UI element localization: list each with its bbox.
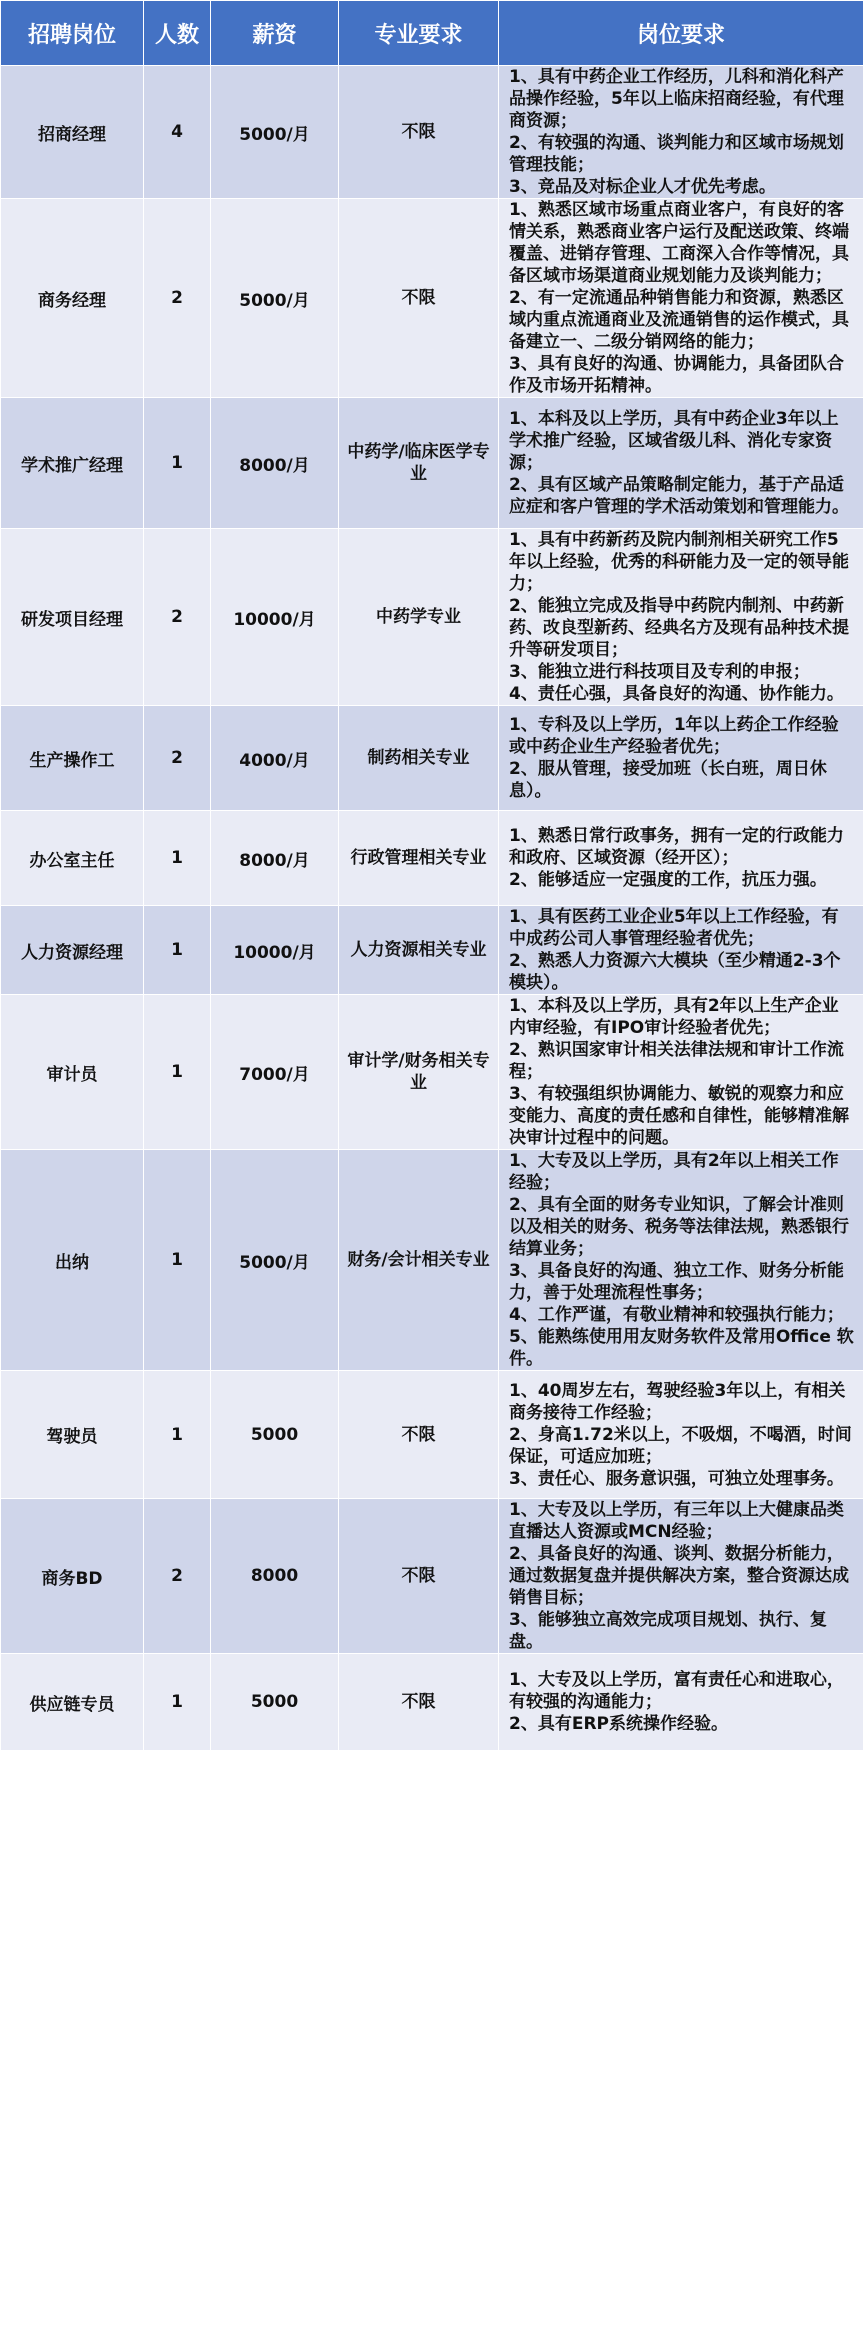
table-row [1,1371,863,1499]
table-row [1,529,863,706]
requirements-cell: 1、具有中药企业工作经历，儿科和消化科产品操作经验，5年以上临床招商经验，有代理商资源； 2、有较强的沟通、谈判能力和区域市场规划管理技能； 3、竞品及对标企业人才优先考虑。 [499,66,863,199]
position-cell: 研发项目经理 [1,529,144,706]
salary-cell: 8000 [211,1499,339,1654]
requirements-cell: 1、熟悉区域市场重点商业客户，有良好的客情关系，熟悉商业客户运行及配送政策、终端覆盖、进销存管理、工商深入合作等情况，具备区域市场渠道商业规划能力及谈判能力； 2、有一定流通品种销售能力和资源，熟悉区域内重点流通商业及流通销售的运作模式，具备建立一、二级分销网络的能力； 3、具有良好的沟通、协调能力，具备团队合作及市场开拓精神。 [499,199,863,398]
table-row [1,1150,863,1371]
count-cell: 2 [144,529,211,706]
table-row [1,811,863,906]
count-cell: 1 [144,1150,211,1371]
position-cell: 供应链专员 [1,1654,144,1751]
count-cell: 1 [144,906,211,995]
count-cell: 2 [144,706,211,811]
header-major: 专业要求 [339,1,499,66]
major-cell: 不限 [339,199,499,398]
salary-cell: 4000/月 [211,706,339,811]
salary-cell: 5000/月 [211,66,339,199]
requirements-cell: 1、40周岁左右，驾驶经验3年以上，有相关商务接待工作经验； 2、身高1.72米以上，不吸烟，不喝酒，时间保证，可适应加班； 3、责任心、服务意识强，可独立处理事务。 [499,1371,863,1499]
count-cell: 2 [144,1499,211,1654]
count-cell: 2 [144,199,211,398]
table-row [1,199,863,398]
table-row [1,1499,863,1654]
header-salary: 薪资 [211,1,339,66]
position-cell: 审计员 [1,995,144,1150]
count-cell: 1 [144,1371,211,1499]
requirements-cell: 1、大专及以上学历，具有2年以上相关工作经验； 2、具有全面的财务专业知识，了解会计准则以及相关的财务、税务等法律法规，熟悉银行结算业务； 3、具备良好的沟通、独立工作、财务分析能力，善于处理流程性事务； 4、工作严谨，有敬业精神和较强执行能力； 5、能熟练使用用友财务软件及常用Office 软件。 [499,1150,863,1371]
header-row [1,1,863,66]
salary-cell: 10000/月 [211,529,339,706]
requirements-cell: 1、专科及以上学历，1年以上药企工作经验或中药企业生产经验者优先； 2、服从管理，接受加班（长白班，周日休息）。 [499,706,863,811]
table-row [1,706,863,811]
position-cell: 招商经理 [1,66,144,199]
requirements-cell: 1、本科及以上学历，具有中药企业3年以上学术推广经验，区域省级儿科、消化专家资源； 2、具有区域产品策略制定能力，基于产品适应症和客户管理的学术活动策划和管理能力。 [499,398,863,529]
table-row [1,995,863,1150]
salary-cell: 8000/月 [211,811,339,906]
requirements-cell: 1、具有中药新药及院内制剂相关研究工作5年以上经验，优秀的科研能力及一定的领导能力； 2、能独立完成及指导中药院内制剂、中药新药、改良型新药、经典名方及现有品种技术提升等研发项目； 3、能独立进行科技项目及专利的申报； 4、责任心强，具备良好的沟通、协作能力。 [499,529,863,706]
table-row [1,906,863,995]
major-cell: 审计学/财务相关专业 [339,995,499,1150]
table-row [1,398,863,529]
table-row [1,1654,863,1751]
header-count: 人数 [144,1,211,66]
requirements-cell: 1、大专及以上学历，富有责任心和进取心，有较强的沟通能力； 2、具有ERP系统操作经验。 [499,1654,863,1751]
major-cell: 不限 [339,66,499,199]
major-cell: 人力资源相关专业 [339,906,499,995]
count-cell: 1 [144,1654,211,1751]
major-cell: 财务/会计相关专业 [339,1150,499,1371]
salary-cell: 5000 [211,1654,339,1751]
header-requirements: 岗位要求 [499,1,863,66]
position-cell: 驾驶员 [1,1371,144,1499]
major-cell: 不限 [339,1371,499,1499]
position-cell: 生产操作工 [1,706,144,811]
count-cell: 1 [144,811,211,906]
requirements-cell: 1、熟悉日常行政事务，拥有一定的行政能力和政府、区域资源（经开区）； 2、能够适应一定强度的工作，抗压力强。 [499,811,863,906]
header-position: 招聘岗位 [1,1,144,66]
position-cell: 商务BD [1,1499,144,1654]
count-cell: 1 [144,995,211,1150]
salary-cell: 5000/月 [211,199,339,398]
position-cell: 学术推广经理 [1,398,144,529]
salary-cell: 7000/月 [211,995,339,1150]
major-cell: 不限 [339,1499,499,1654]
position-cell: 商务经理 [1,199,144,398]
table-row [1,66,863,199]
position-cell: 出纳 [1,1150,144,1371]
position-cell: 办公室主任 [1,811,144,906]
position-cell: 人力资源经理 [1,906,144,995]
salary-cell: 8000/月 [211,398,339,529]
salary-cell: 5000 [211,1371,339,1499]
major-cell: 中药学专业 [339,529,499,706]
major-cell: 中药学/临床医学专业 [339,398,499,529]
salary-cell: 10000/月 [211,906,339,995]
requirements-cell: 1、大专及以上学历，有三年以上大健康品类直播达人资源或MCN经验； 2、具备良好的沟通、谈判、数据分析能力，通过数据复盘并提供解决方案，整合资源达成销售目标； 3、能够独立高效完成项目规划、执行、复盘。 [499,1499,863,1654]
major-cell: 制药相关专业 [339,706,499,811]
major-cell: 不限 [339,1654,499,1751]
requirements-cell: 1、本科及以上学历，具有2年以上生产企业内审经验，有IPO审计经验者优先； 2、熟识国家审计相关法律法规和审计工作流程； 3、有较强组织协调能力、敏锐的观察力和应变能力、高度的责任感和自律性，能够精准解决审计过程中的问题。 [499,995,863,1150]
salary-cell: 5000/月 [211,1150,339,1371]
count-cell: 1 [144,398,211,529]
count-cell: 4 [144,66,211,199]
requirements-cell: 1、具有医药工业企业5年以上工作经验，有中成药公司人事管理经验者优先； 2、熟悉人力资源六大模块（至少精通2-3个模块）。 [499,906,863,995]
major-cell: 行政管理相关专业 [339,811,499,906]
